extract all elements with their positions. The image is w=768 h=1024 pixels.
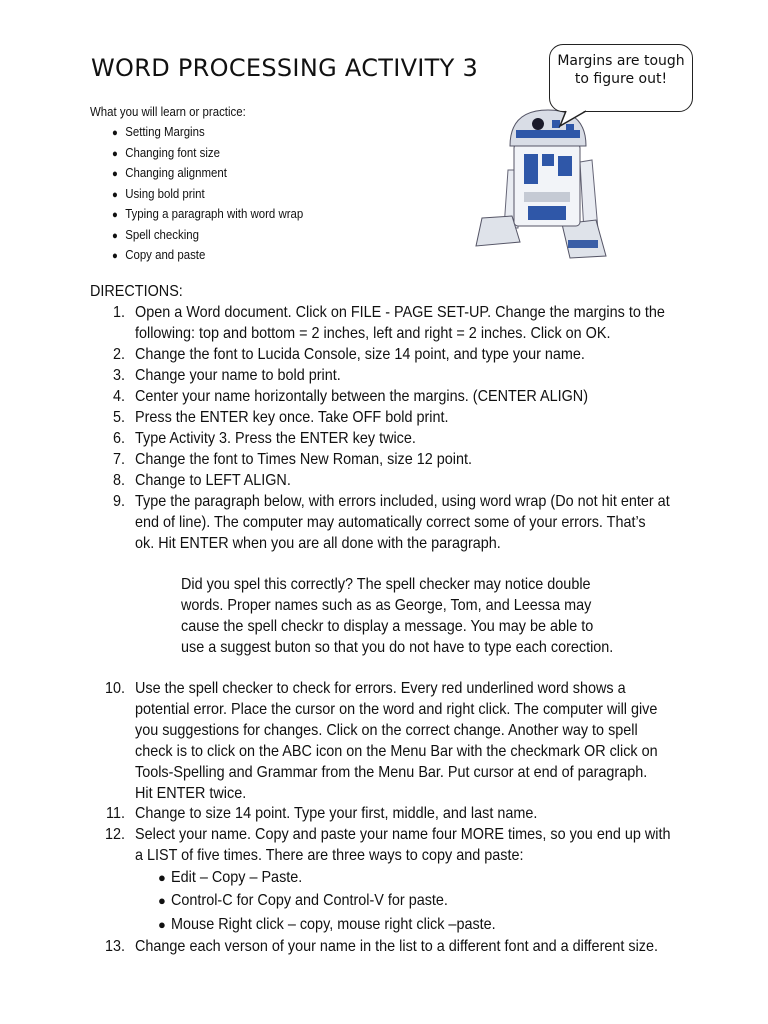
step-text: Select your name. Copy and paste your name four MORE times, so you end up with <box>135 826 671 843</box>
step-text: Change the font to Times New Roman, size 12 point. <box>135 451 472 468</box>
step-text: Use the spell checker to check for errors. Every red underlined word shows a <box>135 680 626 697</box>
step-number: 13. <box>104 938 125 955</box>
step-text: Tools-Spelling and Grammar from the Menu Bar. Put cursor at end of paragraph. <box>135 764 648 781</box>
step-number: 1. <box>112 304 125 321</box>
practice-paragraph-line: Did you spel this correctly? The spell checker may notice double <box>181 576 591 593</box>
page-title: WORD PROCESSING ACTIVITY 3 <box>91 54 479 82</box>
step-text: Open a Word document. Click on FILE - PAGE SET-UP. Change the margins to the <box>135 304 665 321</box>
step-number: 5. <box>112 409 125 426</box>
step-text: Change to LEFT ALIGN. <box>135 472 291 489</box>
directions-label: DIRECTIONS: <box>90 283 183 300</box>
step-text: Change the font to Lucida Console, size 14 point, and type your name. <box>135 346 585 363</box>
step-text: Change your name to bold print. <box>135 367 341 384</box>
speech-bubble: Margins are tough to figure out! <box>549 44 693 112</box>
step-number: 9. <box>112 493 125 510</box>
bullet-icon: ● <box>158 870 166 885</box>
copy-method: Control-C for Copy and Control-V for paste. <box>171 892 448 909</box>
step-text: following: top and bottom = 2 inches, left and right = 2 inches. Click on OK. <box>135 325 611 342</box>
bullet-icon: ● <box>112 168 118 180</box>
step-text: Type the paragraph below, with errors included, using word wrap (Do not hit enter at <box>135 493 670 510</box>
step-text: Change to size 14 point. Type your first, middle, and last name. <box>135 805 538 822</box>
step-number: 7. <box>112 451 125 468</box>
step-number: 10. <box>104 680 125 697</box>
step-number: 11. <box>106 805 125 822</box>
step-number: 2. <box>112 346 125 363</box>
bullet-icon: ● <box>158 893 166 908</box>
step-number: 6. <box>112 430 125 447</box>
bullet-icon: ● <box>112 209 118 221</box>
learn-item: ● Copy and paste <box>112 245 303 266</box>
step-text: check is to click on the ABC icon on the Menu Bar with the checkmark OR click on <box>135 743 658 760</box>
learn-item: ● Setting Margins <box>112 122 303 143</box>
step-text: ok. Hit ENTER when you are all done with the paragraph. <box>135 535 501 552</box>
step-text: Change each verson of your name in the list to a different font and a different size. <box>135 938 658 955</box>
bullet-icon: ● <box>112 127 118 139</box>
bullet-icon: ● <box>112 147 118 160</box>
step-text: Center your name horizontally between the margins. (CENTER ALIGN) <box>135 388 588 405</box>
step-text: Hit ENTER twice. <box>135 785 247 802</box>
learn-item: ● Spell checking <box>112 225 303 246</box>
speech-bubble-tail <box>0 0 768 200</box>
step-number: 12. <box>104 826 125 843</box>
practice-paragraph-line: cause the spell checkr to display a message. You may be able to <box>181 618 594 635</box>
step-number: 4. <box>112 388 125 405</box>
step-number: 3. <box>112 367 125 384</box>
step-text: Press the ENTER key once. Take OFF bold print. <box>135 409 449 426</box>
learn-item: ● Using bold print <box>112 184 303 205</box>
learn-item: ● Changing alignment <box>112 163 303 184</box>
copy-method: Edit – Copy – Paste. <box>171 869 303 886</box>
learn-item: ● Typing a paragraph with word wrap <box>112 204 303 225</box>
bullet-icon: ● <box>112 188 118 201</box>
practice-paragraph-line: use a suggest buton so that you do not have to type each corection. <box>181 639 614 656</box>
step-text: you suggestions for changes. Click on the correct change. Another way to spell <box>135 722 638 739</box>
bullet-icon: ● <box>112 250 118 262</box>
practice-paragraph-line: words. Proper names such as as George, Tom, and Leessa may <box>181 597 592 614</box>
step-text: end of line). The computer may automatically correct some of your errors. That’s <box>135 514 646 531</box>
step-text: Type Activity 3. Press the ENTER key twice. <box>135 430 416 447</box>
bullet-icon: ● <box>158 917 166 932</box>
step-text: potential error. Place the cursor on the word and right click. The computer will give <box>135 701 658 718</box>
bullet-icon: ● <box>112 229 118 242</box>
step-number: 8. <box>112 472 125 489</box>
learn-item: ● Changing font size <box>112 143 303 164</box>
learn-intro: What you will learn or practice: <box>90 104 246 119</box>
step-text: a LIST of five times. There are three ways to copy and paste: <box>135 847 524 864</box>
copy-method: Mouse Right click – copy, mouse right click –paste. <box>171 916 496 933</box>
